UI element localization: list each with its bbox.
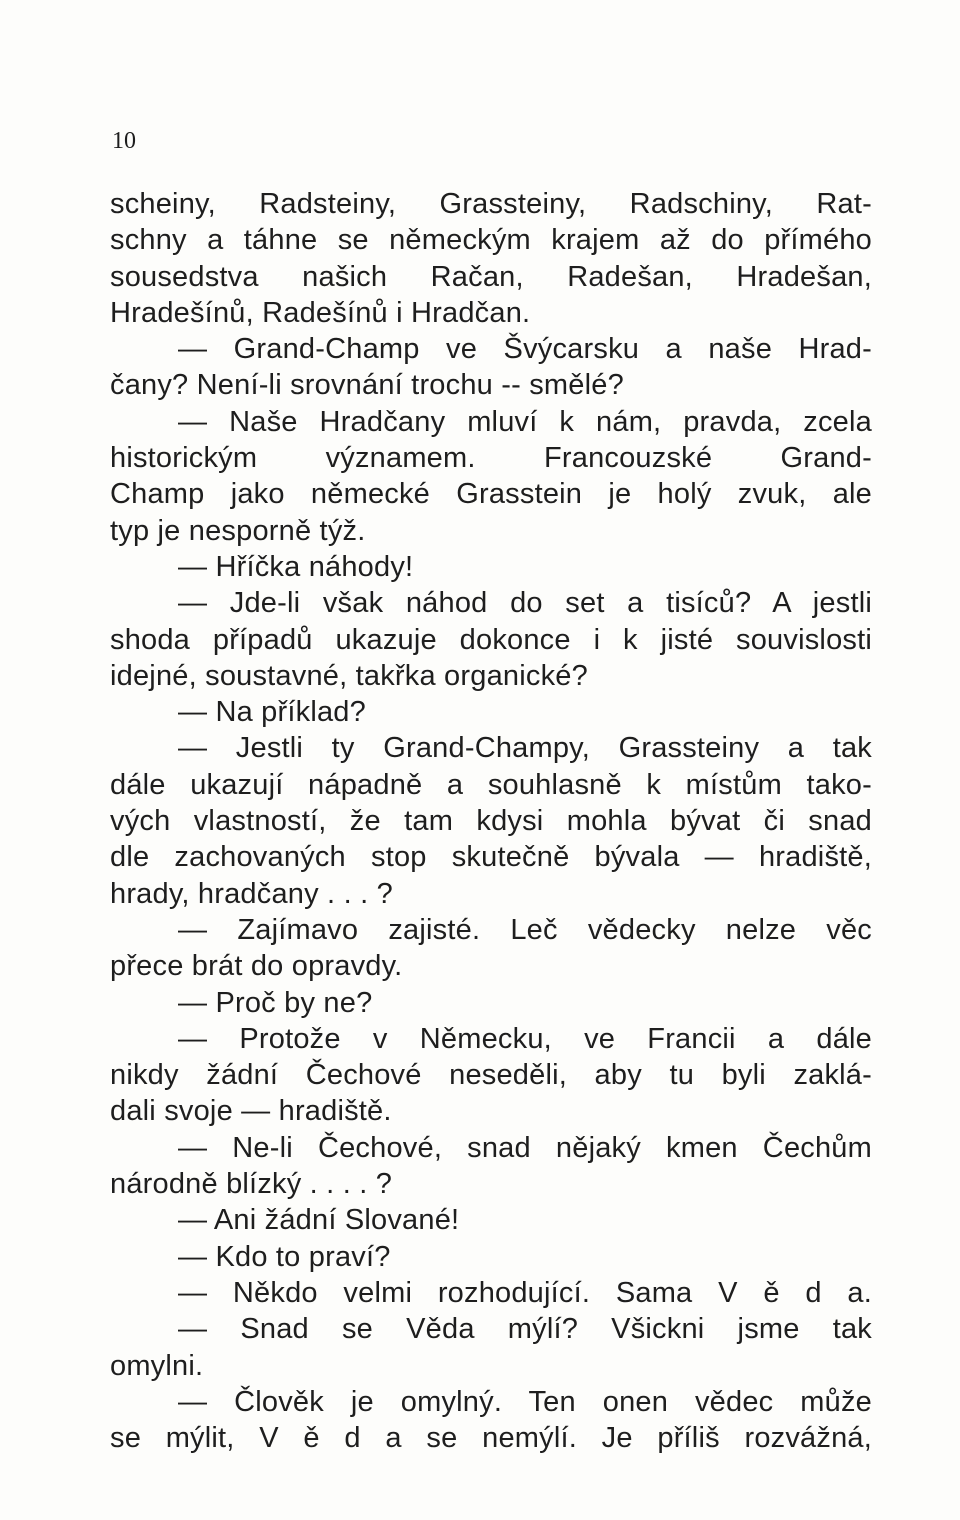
text-line: — Kdo to praví?	[178, 1240, 391, 1273]
text-line: dále ukazují nápadně a souhlasně k místům tako-	[110, 768, 872, 801]
text-line: dali svoje — hradiště.	[110, 1095, 392, 1128]
text-line: — Na příklad?	[178, 696, 366, 729]
text-line: vých vlastností, že tam kdysi mohla bývat či snad	[110, 805, 872, 838]
text-line: národně blízký . . . . ?	[110, 1168, 393, 1201]
text-line: Hradešínů, Radešínů i Hradčan.	[110, 296, 531, 329]
text-line: — Jestli ty Grand-Champy, Grassteiny a tak	[178, 732, 872, 765]
text-line: hrady, hradčany . . . ?	[110, 877, 393, 910]
text-line: historickým významem. Francouzské Grand-	[110, 442, 872, 475]
text-line: scheiny, Radsteiny, Grassteiny, Radschiny, Rat-	[110, 188, 872, 220]
text-line: Champ jako německé Grasstein je holý zvuk, ale	[110, 478, 872, 511]
text-line: nikdy žádní Čechové neseděli, aby tu byli zaklá-	[110, 1059, 872, 1092]
page-number: 10	[112, 128, 136, 154]
text-line: — Ne-li Čechové, snad nějaký kmen Čechům	[178, 1131, 872, 1164]
text-line: — Jde-li však náhod do set a tisíců? A jestli	[178, 587, 872, 620]
text-line: — Proč by ne?	[178, 986, 373, 1019]
text-line: shoda případů ukazuje dokonce i k jisté souvislosti	[110, 623, 872, 656]
text-line: schny a táhne se německým krajem až do přímého	[110, 224, 872, 257]
text-line: dle zachovaných stop skutečně bývala — hradiště,	[110, 841, 872, 874]
text-line: — Zajímavo zajisté. Leč vědecky nelze věc	[178, 913, 872, 946]
text-line: — Snad se Věda mýlí? Všickni jsme tak	[178, 1313, 872, 1346]
text-line: typ je nesporně týž.	[110, 514, 366, 547]
body-text	[110, 186, 872, 1456]
text-line: — Protože v Německu, ve Francii a dále	[178, 1022, 872, 1055]
text-line: — Člověk je omylný. Ten onen vědec může	[178, 1385, 872, 1418]
text-line: omylni.	[110, 1349, 204, 1382]
text-line: se mýlit, V ě d a se nemýlí. Je příliš rozvážná,	[110, 1422, 872, 1455]
text-line: — Někdo velmi rozhodující. Sama V ě d a.	[178, 1276, 872, 1309]
text-line: čany? Není-li srovnání trochu -- smělé?	[110, 369, 624, 402]
text-line: sousedstva našich Račan, Radešan, Hradešan,	[110, 260, 872, 293]
text-line: přece brát do opravdy.	[110, 950, 403, 983]
text-line: — Ani žádní Slované!	[178, 1204, 460, 1237]
text-line: idejné, soustavné, takřka organické?	[110, 659, 588, 692]
text-line: — Naše Hradčany mluví k nám, pravda, zcela	[178, 405, 872, 438]
text-line: — Hříčka náhody!	[178, 550, 414, 583]
text-line: — Grand-Champ ve Švýcarsku a naše Hrad-	[178, 333, 872, 366]
